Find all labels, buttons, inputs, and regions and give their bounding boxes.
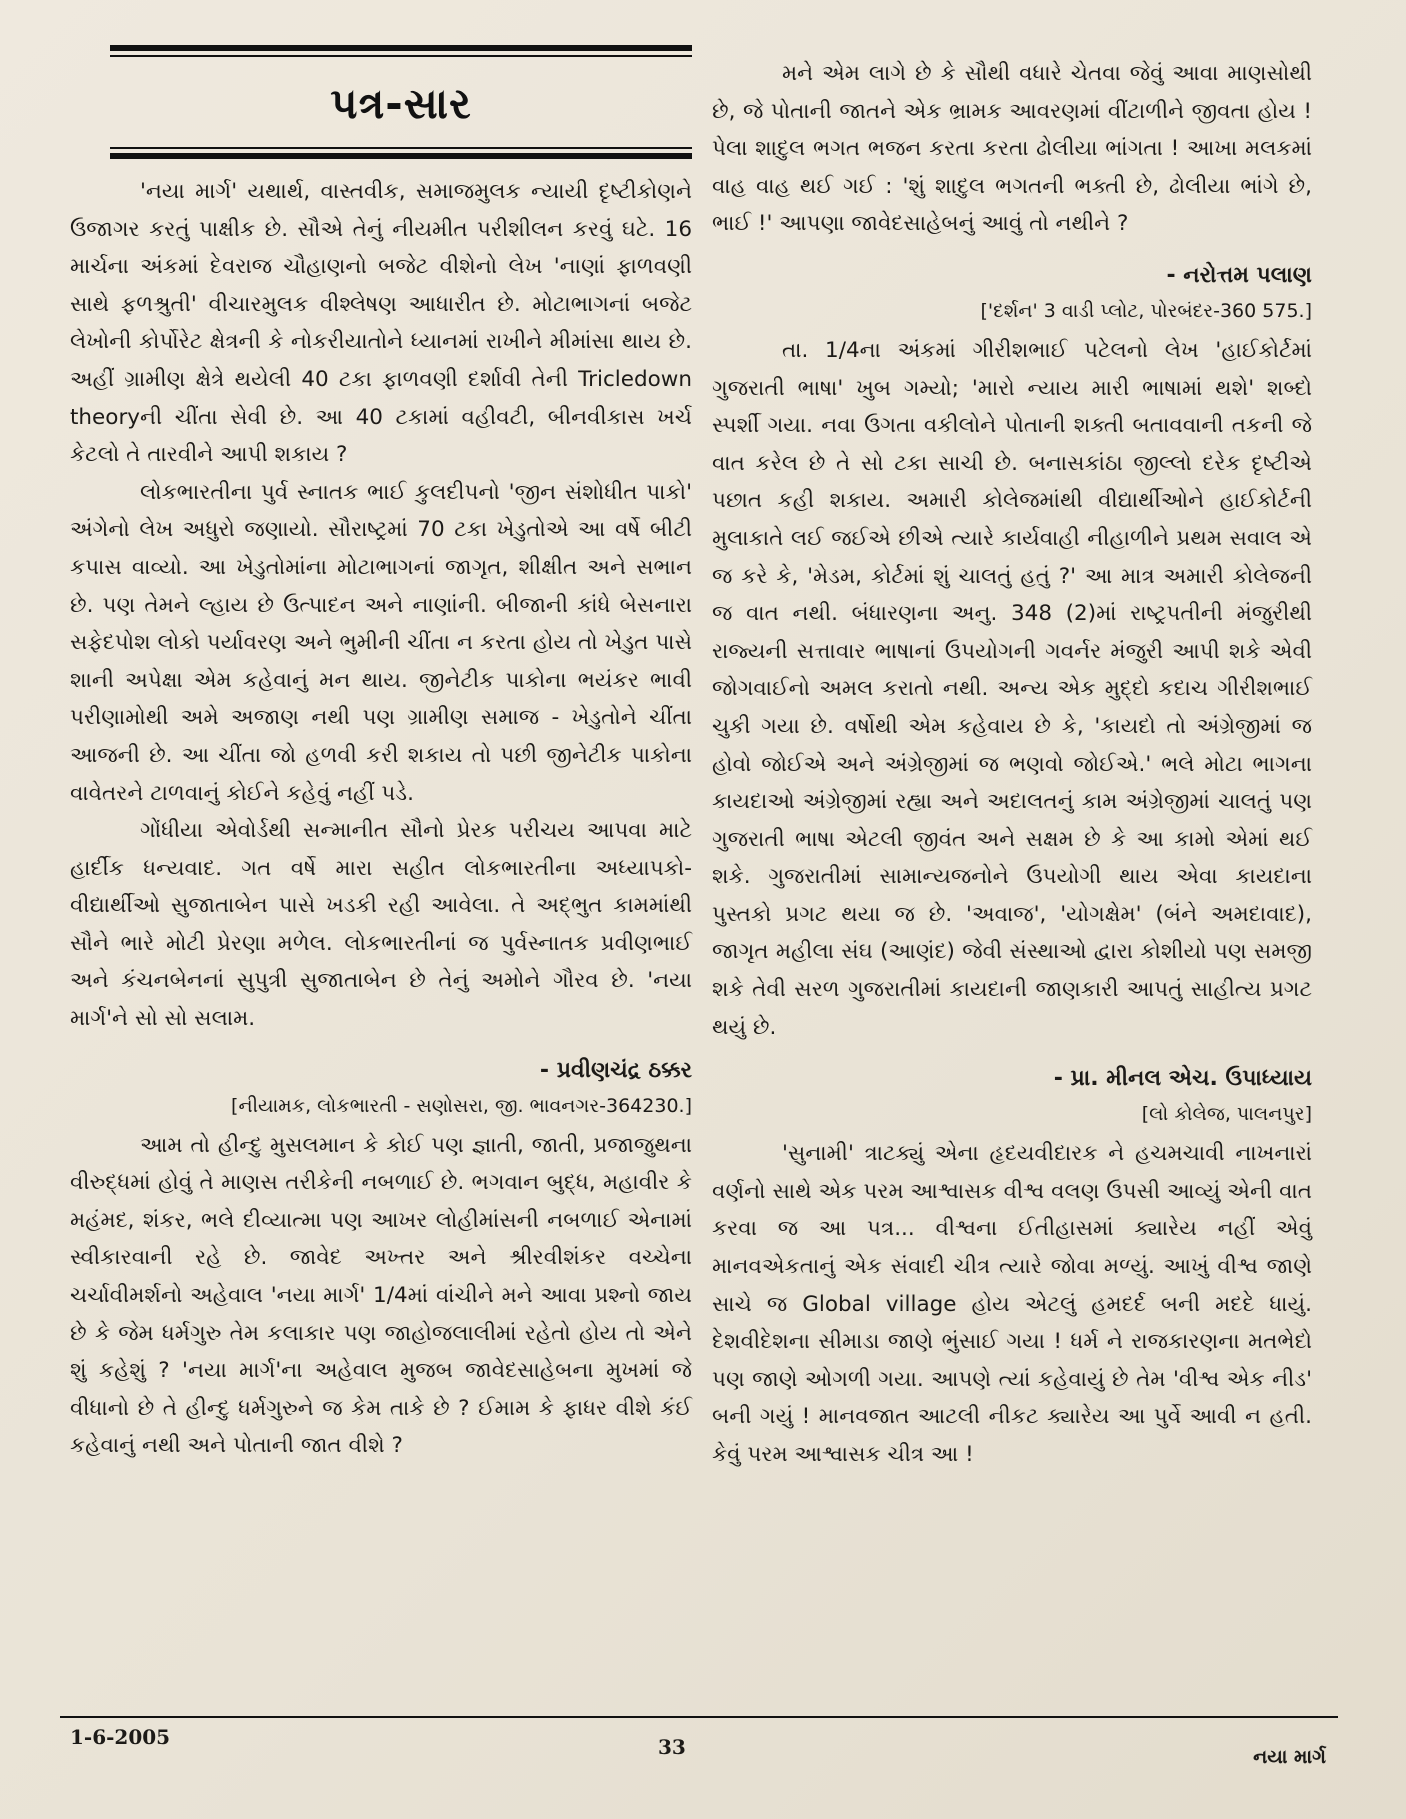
footer-rule — [60, 1716, 1338, 1718]
letter1-para2: લોકભારતીના પુર્વ સ્નાતક ભાઈ કુલદીપનો 'જીન સંશોધીત પાકો' અંગેનો લેખ અધુરો જણાયો. સૌરાષ્ટ્રમાં 70 ટકા ખેડુતોએ આ વર્ષે બીટી કપાસ વાવ્યો. આ ખેડુતોમાંના મોટાભાગનાં જાગૃત, શીક્ષીત અને સભાન છે. પણ તેમને લ્હાય છે ઉત્પાદન અને નાણાંની. બીજાની કાંધે બેસનારા સફેદપોશ લોકો પર્યાવરણ અને ભુમીની ચીંતા ન કરતા હોય તો ખેડુત પાસે શાની અપેક્ષા એમ કહેવાનું મન થાય. જીનેટીક પાકોના ભયંકર ભાવી પરીણામોથી અમે અજાણ નથી પણ ગ્રામીણ સમાજ - ખેડુતોને ચીંતા આજની છે. આ ચીંતા જો હળવી કરી શકાય તો પછી જીનેટીક પાકોના વાવેતરને ટાળવાનું કોઈને કહેવું નહીં પડે. — [70, 479, 692, 806]
letter1-address: [નીયામક, લોકભારતી - સણોસરા, જી. ભાવનગર-364230.] — [231, 1094, 692, 1117]
letter3-address: [લો કોલેજ, પાલનપુર] — [1141, 1103, 1312, 1126]
title-rule-top — [110, 45, 692, 51]
letter1-signature: - પ્રવીણચંદ્ર ઠક્કર — [539, 1057, 692, 1083]
letter3-signature: - પ્રા. મીનલ એચ. ઉપાધ્યાય — [1053, 1066, 1312, 1092]
right-column — [712, 55, 1312, 1474]
title-rule-bottom — [110, 153, 692, 159]
magazine-name: નયા માર્ગ — [1253, 1746, 1326, 1768]
title-rule-bottom-thin — [110, 147, 692, 149]
letter1-para1: 'નયા માર્ગ' યથાર્થ, વાસ્તવીક, સમાજમુલક ન્યાયી દૃષ્ટીકોણને ઉજાગર કરતું પાક્ષીક છે. સૌએ તેનું નીયમીત પરીશીલન કરવું ઘટે. 16 માર્ચના અંકમાં દેવરાજ ચૌહાણનો બજેટ વીશેનો લેખ 'નાણાં ફાળવણી સાથે ફળશ્રુતી' વીચારમુલક વીશ્લેષણ આધારીત છે. મોટાભાગનાં બજેટ લેખોની કોર્પોરેટ ક્ષેત્રની કે નોકરીયાતોને ધ્યાનમાં રાખીને મીમાંસા થાય છે. અહીં ગ્રામીણ ક્ષેત્રે થયેલી 40 ટકા ફાળવણી દર્શાવી તેની Tricledown theoryની ચીંતા સેવી છે. આ 40 ટકામાં વહીવટી, બીનવીકાસ ખર્ચ કેટલો તે તારવીને આપી શકાય ? — [70, 179, 692, 468]
title-rule-top-thin — [110, 55, 692, 57]
letter2-signature: - નરોત્તમ પલાણ — [1166, 262, 1312, 288]
letter3-para1: તા. 1/4ના અંકમાં ગીરીશભાઈ પટેલનો લેખ 'હાઈકોર્ટમાં ગુજરાતી ભાષા' ખુબ ગમ્યો; 'મારો ન્યાય મારી ભાષામાં થશે' શબ્દો સ્પર્શી ગયા. નવા ઉગતા વકીલોને પોતાની શક્તી બતાવવાની તકની જે વાત કરેલ છે તે સો ટકા સાચી છે. બનાસકાંઠા જીલ્લો દરેક દૃષ્ટીએ પછાત કહી શકાય. અમારી કોલેજમાંથી વીદ્યાર્થીઓને હાઈકોર્ટની મુલાકાતે લઈ જઈએ છીએ ત્યારે કાર્યવાહી નીહાળીને પ્રથમ સવાલ એ જ કરે કે, 'મેડમ, કોર્ટમાં શું ચાલતું હતું ?' આ માત્ર અમારી કોલેજની જ વાત નથી. બંધારણના અનુ. 348 (2)માં રાષ્ટ્રપતીની મંજુરીથી રાજ્યની સત્તાવાર ભાષાનાં ઉપયોગની ગવર્નર મંજુરી આપી શકે એવી જોગવાઈનો અમલ કરાતો નથી. અન્ય એક મુદ્દો કદાચ ગીરીશભાઈ ચુકી ગયા છે. વર્ષોથી એમ કહેવાય છે કે, 'કાયદો તો અંગ્રેજીમાં જ હોવો જોઈએ અને અંગ્રેજીમાં જ ભણવો જોઈએ.' ભલે મોટા ભાગના કાયદાઓ અંગ્રેજીમાં રહ્યા અને અદાલતનું કામ અંગ્રેજીમાં ચાલતું પણ ગુજરાતી ભાષા એટલી જીવંત અને સક્ષમ છે કે આ કામો એમાં થઈ શકે. ગુજરાતીમાં સામાન્યજનોને ઉપયોગી થાય એવા કાયદાના પુસ્તકો પ્રગટ થયા જ છે. 'અવાજ', 'યોગક્ષેમ' (બંને અમદાવાદ), જાગૃત મહીલા સંઘ (આણંદ) જેવી સંસ્થાઓ દ્વારા કોશીયો પણ સમજી શકે તેવી સરળ ગુજરાતીમાં કાયદાની જાણકારી આપતું સાહીત્ય પ્રગટ થયું છે. — [712, 337, 1312, 1040]
letter2-para1: આમ તો હીન્દુ મુસલમાન કે કોઈ પણ જ્ઞાતી, જાતી, પ્રજાજુથના વીરુદ્ધમાં હોવું તે માણસ તરીકેની નબળાઈ છે. ભગવાન બુદ્ધ, મહાવીર કે મહંમદ, શંકર, ભલે દીવ્યાત્મા પણ આખર લોહીમાંસની નબળાઈ એનામાં સ્વીકારવાની રહે છે. જાવેદ અખ્તર અને શ્રીરવીશંકર વચ્ચેના ચર્ચાવીમર્શનો અહેવાલ 'નયા માર્ગ' 1/4માં વાંચીને મને આવા પ્રશ્નો જાય છે કે જેમ ધર્મગુરુ તેમ કલાકાર પણ જાહોજલાલીમાં રહેતો હોય તો એને શું કહેશું ? 'નયા માર્ગ'ના અહેવાલ મુજબ જાવેદસાહેબના મુખમાં જે વીધાનો છે તે હીન્દુ ધર્મગુરુને જ કેમ તાકે છે ? ઈમામ કે ફાધર વીશે કંઈ કહેવાનું નથી અને પોતાની જાત વીશે ? — [70, 1132, 692, 1459]
page-number: 33 — [658, 1735, 686, 1759]
section-title: પત્ર-સાર — [330, 79, 472, 128]
letter2-para2: મને એમ લાગે છે કે સૌથી વધારે ચેતવા જેવું આવા માણસોથી છે, જે પોતાની જાતને એક ભ્રામક આવરણમાં વીંટાળીને જીવતા હોય ! પેલા શાદુલ ભગત ભજન કરતા કરતા ઢોલીયા ભાંગતા ! આખા મલકમાં વાહ વાહ થઈ ગઈ : 'શું શાદુલ ભગતની ભક્તી છે, ઢોલીયા ભાંગે છે, ભાઈ !' આપણા જાવેદસાહેબનું આવું તો નથીને ? — [712, 61, 1312, 237]
issue-date: 1-6-2005 — [70, 1725, 171, 1749]
letter1-para3: ગોંધીયા એવોર્ડથી સન્માનીત સૌનો પ્રેરક પરીચય આપવા માટે હાર્દીક ધન્યવાદ. ગત વર્ષે મારા સહીત લોકભારતીના અધ્યાપકો-વીદ્યાર્થીઓ સુજાતાબેન પાસે ખડકી રહી આવેલા. તે અદ્ભુત કામમાંથી સૌને ભારે મોટી પ્રેરણા મળેલ. લોકભારતીનાં જ પુર્વસ્નાતક પ્રવીણભાઈ અને કંચનબેનનાં સુપુત્રી સુજાતાબેન છે તેનું અમોને ગૌરવ છે. 'નયા માર્ગ'ને સો સો સલામ. — [70, 818, 692, 1032]
letter4-para1: 'સુનામી' ત્રાટક્યું એના હૃદયવીદારક ને હચમચાવી નાખનારાં વર્ણનો સાથે એક પરમ આશ્વાસક વીશ્વ વલણ ઉપસી આવ્યું એની વાત કરવા જ આ પત્ર... વીશ્વના ઈતીહાસમાં ક્યારેય નહીં એવું માનવએકતાનું એક સંવાદી ચીત્ર ત્યારે જોવા મળ્યું. આખું વીશ્વ જાણે સાચે જ Global village હોય એટલું હમદર્દ બની મદદે ધાયું. દેશવીદેશના સીમાડા જાણે ભુંસાઈ ગયા ! ધર્મ ને રાજકારણના મતભેદો પણ જાણે ઓગળી ગયા. આપણે ત્યાં કહેવાયું છે તેમ 'વીશ્વ એક નીડ' બની ગયું ! માનવજાત આટલી નીકટ ક્યારેય આ પુર્વે આવી ન હતી. કેવું પરમ આશ્વાસક ચીત્ર આ ! — [712, 1141, 1312, 1467]
letter2-address: ['દર્શન' 3 વાડી પ્લોટ, પોરબંદર-360 575.] — [980, 299, 1312, 322]
left-column — [70, 45, 692, 1465]
